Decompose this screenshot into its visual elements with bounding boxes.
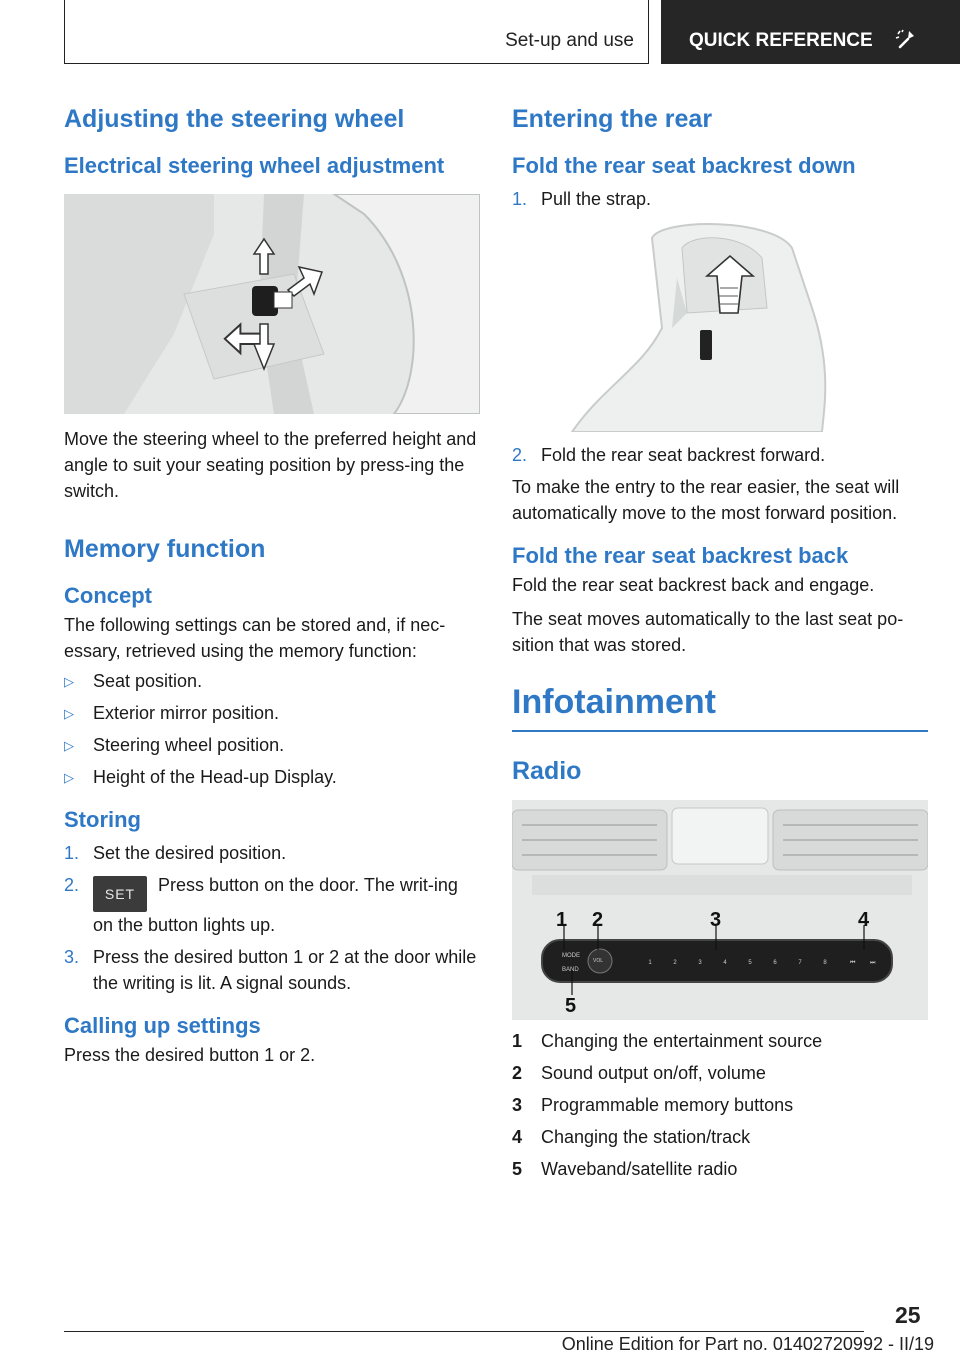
radio-vol-label: VOL	[593, 958, 604, 964]
svg-text:⏮: ⏮	[850, 960, 856, 966]
radio-preset-6: 6	[773, 960, 777, 966]
lightning-tool-icon	[894, 29, 918, 51]
fold-step-2	[512, 442, 928, 468]
quick-reference-label: QUICK REFERENCE	[689, 30, 873, 51]
triangle-bullet-icon: ▷	[64, 770, 74, 785]
heading-steering: Adjusting the steering wheel	[64, 105, 405, 133]
triangle-bullet-icon: ▷	[64, 706, 74, 721]
step-item: 2. SET Press button on the door. The writ-ing on the button lights up.	[64, 875, 458, 935]
concept-list	[64, 668, 480, 790]
step-item: 1. Pull the strap.	[512, 189, 652, 209]
callout-4: 4	[858, 909, 870, 931]
step-item: 3. Press the desired button 1 or 2 at the door while the writing is lit. A signal sounds.	[64, 947, 477, 993]
radio-preset-4: 4	[723, 960, 727, 966]
subheading-storing: Storing	[64, 807, 141, 832]
radio-figure	[512, 800, 928, 1020]
legend-row: 4 Changing the station/track	[512, 1127, 751, 1147]
triangle-bullet-icon: ▷	[64, 674, 74, 689]
radio-preset-7: 7	[798, 960, 802, 966]
concept-paragraph: The following settings can be stored and, if nec-essary, retrieved using the memory function:	[64, 615, 446, 661]
legend-row: 2 Sound output on/off, volume	[512, 1063, 766, 1083]
heading-memory: Memory function	[64, 535, 266, 563]
radio-preset-5: 5	[748, 960, 752, 966]
right-column	[512, 100, 928, 1188]
callout-2: 2	[592, 909, 604, 931]
subheading-concept: Concept	[64, 583, 152, 608]
callout-1: 1	[556, 909, 568, 931]
rear-seat-strap-illustration	[512, 218, 928, 432]
heading-infotainment: Infotainment	[512, 680, 928, 732]
list-item: ▷ Steering wheel position.	[64, 732, 480, 758]
quick-reference-tab[interactable]	[661, 0, 960, 64]
triangle-bullet-icon: ▷	[64, 738, 74, 753]
legend-row: 5 Waveband/satellite radio	[512, 1159, 738, 1179]
footer-divider	[64, 1331, 864, 1332]
radio-mode-label: MODE	[562, 953, 580, 959]
radio-panel-illustration	[512, 800, 928, 1020]
left-column	[64, 100, 480, 1068]
storing-steps	[64, 840, 480, 996]
legend-row: 3 Programmable memory buttons	[512, 1095, 794, 1115]
radio-band-label: BAND	[562, 967, 579, 973]
page-number: 25	[895, 1302, 921, 1328]
subheading-calling: Calling up settings	[64, 1013, 261, 1038]
step-item: 2. Fold the rear seat backrest forward.	[512, 445, 826, 465]
fold-paragraph: To make the entry to the rear easier, the seat will automatically move to the most forward position.	[512, 477, 900, 523]
radio-preset-3: 3	[698, 960, 702, 966]
subheading-electrical: Electrical steering wheel adjustment	[64, 153, 445, 178]
subheading-fold-down: Fold the rear seat backrest down	[512, 153, 856, 178]
step-item: 1. Set the desired position.	[64, 843, 287, 863]
radio-preset-8: 8	[823, 960, 827, 966]
steering-switch-illustration	[64, 194, 480, 414]
back-paragraph-2: The seat moves automatically to the last seat po-sition that was stored.	[512, 609, 904, 655]
radio-legend	[512, 1028, 928, 1182]
callout-3: 3	[710, 909, 722, 931]
steering-figure	[64, 194, 480, 414]
seat-figure	[512, 218, 928, 432]
list-item: ▷ Seat position.	[64, 668, 480, 694]
back-paragraph-1: Fold the rear seat backrest back and engage.	[512, 575, 875, 595]
calling-paragraph: Press the desired button 1 or 2.	[64, 1045, 316, 1065]
radio-preset-2: 2	[673, 960, 677, 966]
list-item: ▷ Exterior mirror position.	[64, 700, 480, 726]
subheading-radio: Radio	[512, 757, 582, 785]
legend-row: 1 Changing the entertainment source	[512, 1031, 823, 1051]
steering-paragraph: Move the steering wheel to the preferred height and angle to suit your seating position by press-ing the switch.	[64, 429, 477, 501]
footer-edition: Online Edition for Part no. 01402720992 - II/19	[561, 1334, 934, 1354]
subheading-fold-back: Fold the rear seat backrest back	[512, 543, 849, 568]
header-section-title: Set-up and use	[505, 30, 634, 51]
heading-entering: Entering the rear	[512, 105, 713, 133]
radio-preset-1: 1	[648, 960, 652, 966]
list-item: ▷ Height of the Head-up Display.	[64, 764, 480, 790]
callout-5: 5	[565, 995, 577, 1017]
fold-step-1	[512, 186, 928, 212]
svg-text:⏭: ⏭	[870, 960, 876, 966]
set-button-icon: SET	[93, 876, 147, 912]
